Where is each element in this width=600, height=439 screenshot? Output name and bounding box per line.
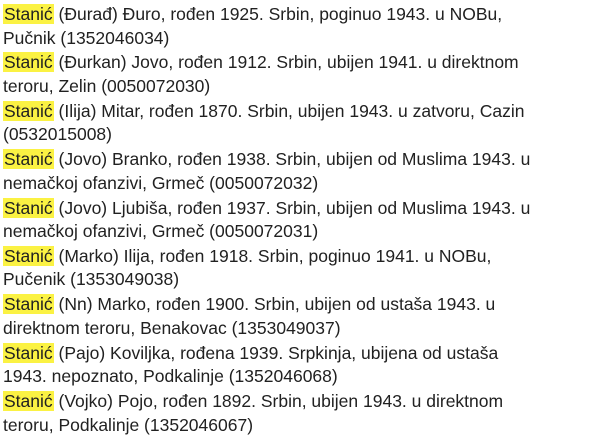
record-line: nemačkoj ofanzivi, Grmeč (0050072032): [3, 172, 319, 193]
highlighted-surname: Stanić: [4, 391, 53, 411]
record-text: (Jovo) Branko, rođen 1938. Srbin, ubijen od Muslima 1943. u: [53, 149, 531, 170]
record-line: [3, 148, 598, 172]
record-text: (Đurkan) Jovo, rođen 1912. Srbin, ubijen 1941. u direktnom: [53, 52, 519, 73]
highlighted-surname: Stanić: [4, 4, 53, 24]
victim-record: [3, 293, 598, 340]
highlighted-surname: Stanić: [4, 149, 53, 170]
victim-record: [3, 245, 598, 292]
record-line: direktnom teroru, Benakovac (1353049037): [3, 317, 341, 338]
victim-record: [3, 3, 598, 50]
victim-record: [3, 100, 598, 147]
record-line: Pučnik (1352046034): [3, 27, 170, 48]
highlighted-surname: Stanić: [4, 197, 53, 218]
record-line: teroru, Podkalinje (1352046067): [3, 414, 254, 435]
victim-record: [3, 197, 598, 244]
victim-record: [3, 342, 598, 389]
record-text: (Jovo) Ljubiša, rođen 1937. Srbin, ubijen od Muslima 1943. u: [53, 197, 531, 218]
record-line: Pučenik (1353049038): [3, 269, 180, 290]
highlighted-surname: Stanić: [4, 52, 53, 73]
record-line: teroru, Zelin (0050072030): [3, 75, 211, 96]
record-line: 1943. nepoznato, Podkalinje (1352046068): [3, 366, 338, 387]
victim-record: [3, 390, 598, 437]
highlighted-surname: Stanić: [4, 245, 53, 266]
record-line: [3, 390, 598, 414]
record-line: [3, 100, 598, 124]
victim-record: [3, 148, 598, 195]
record-text: (Marko) Ilija, rođen 1918. Srbin, poginuo 1941. u NOBu,: [53, 245, 492, 266]
highlighted-surname: Stanić: [4, 342, 53, 363]
record-line: [3, 245, 598, 269]
record-text: (Vojko) Pojo, rođen 1892. Srbin, ubijen 1943. u direktnom: [53, 391, 504, 411]
record-text: (Đurađ) Đuro, rođen 1925. Srbin, poginuo 1943. u NOBu,: [53, 4, 503, 24]
highlighted-surname: Stanić: [4, 100, 53, 121]
record-line: (0532015008): [3, 124, 112, 145]
record-line: [3, 293, 598, 317]
record-text: (Nn) Marko, rođen 1900. Srbin, ubijen od ustaša 1943. u: [53, 294, 496, 315]
record-text: (Ilija) Mitar, rođen 1870. Srbin, ubijen 1943. u zatvoru, Cazin: [53, 100, 525, 121]
victim-record: [3, 51, 598, 98]
record-line: [3, 51, 598, 75]
highlighted-surname: Stanić: [4, 294, 53, 315]
record-line: [3, 342, 598, 366]
record-text: (Pajo) Koviljka, rođena 1939. Srpkinja, ubijena od ustaša: [53, 342, 499, 363]
record-line: nemačkoj ofanzivi, Grmeč (0050072031): [3, 221, 319, 242]
record-line: [3, 197, 598, 221]
record-line: [3, 3, 598, 27]
